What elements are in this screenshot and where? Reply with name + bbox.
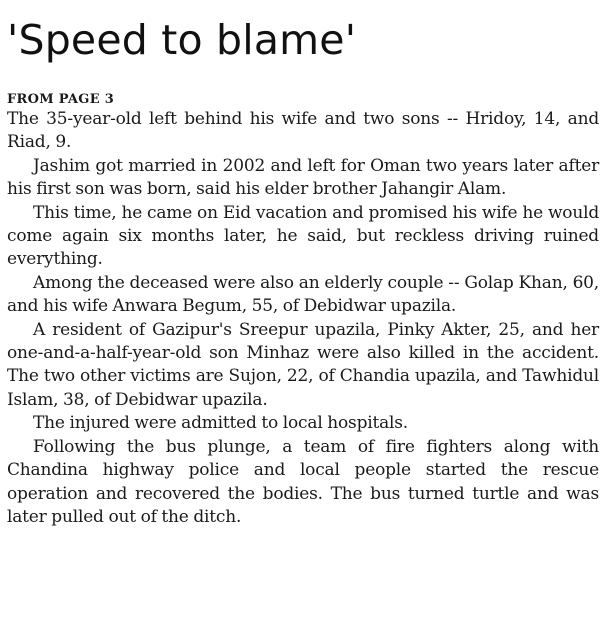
continued-from-label: FROM PAGE 3 <box>7 92 115 107</box>
paragraph: The 35-year-old left behind his wife and two sons -- Hridoy, 14, and Riad, 9. <box>7 109 599 153</box>
headline: 'Speed to blame' <box>7 16 357 64</box>
paragraph: This time, he came on Eid vacation and promised his wife he would come again six months later, he said, but reckless driving ruined everything. <box>7 202 599 270</box>
paragraph: Jashim got married in 2002 and left for Oman two years later after his first son was born, said his elder brother Jahangir Alam. <box>7 155 599 200</box>
paragraph: A resident of Gazipur's Sreepur upazila, Pinky Akter, 25, and her one-and-a-half-year-old son Minhaz were also killed in the accident. The two other victims are Sujon, 22, of Chandia upazila, and Tawhidul Islam, 38, of Debidwar upazila. <box>7 319 599 410</box>
article-body <box>7 108 599 529</box>
paragraph: The injured were admitted to local hospitals. <box>33 413 409 434</box>
paragraph: Following the bus plunge, a team of fire fighters along with Chandina highway police and local people started the rescue operation and recovered the bodies. The bus turned turtle and was later pulled out of the ditch. <box>7 436 599 527</box>
paragraph: Among the deceased were also an elderly couple -- Golap Khan, 60, and his wife Anwara Begum, 55, of Debidwar upazila. <box>7 272 599 317</box>
